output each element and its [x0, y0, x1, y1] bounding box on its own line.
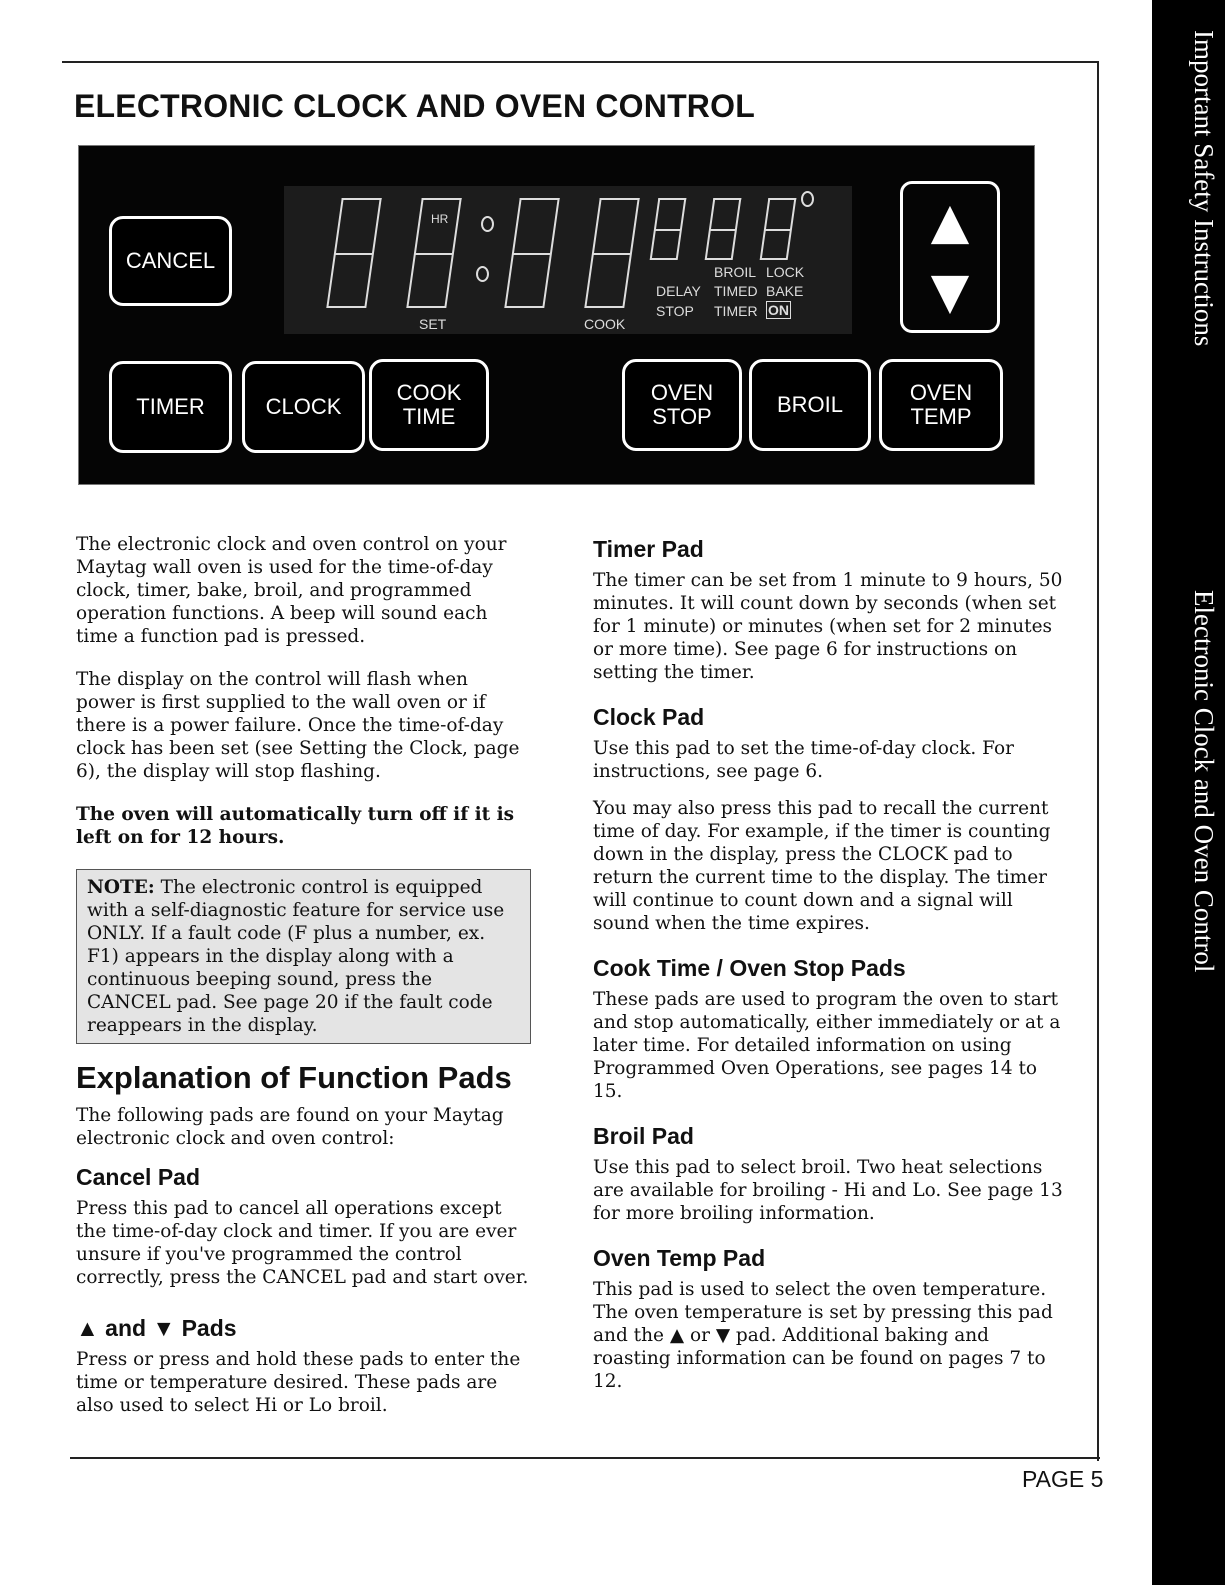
colon-dot [481, 216, 494, 232]
timer-pad: TIMER [109, 361, 232, 453]
clock-recall-text: You may also press this pad to recall the current time of day. For example, if the timer is counting down in the display, press the CLOCK pad to return the current time to the display. The timer will continue to count down and a signal will sound when the time expires. [593, 798, 1051, 934]
timer-pad-text: The timer can be set from 1 minute to 9 hours, 50 minutes. It will count down by seconds (when set for 1 minute) or minutes (when set for 2 minutes or more time). See page 6 for instructions on setting the timer. [593, 570, 1063, 683]
delay-label: DELAY [656, 283, 701, 299]
clock-pad-heading: Clock Pad [593, 704, 705, 730]
cook-time-pad: COOK TIME [369, 359, 489, 451]
small-digit [650, 198, 687, 260]
bottom-rule [70, 1457, 1100, 1459]
degree-symbol [801, 191, 814, 207]
hr-label: HR [431, 212, 449, 226]
small-digit [705, 198, 742, 260]
auto-off-warning: The oven will automatically turn off if it is left on for 12 hours. [76, 804, 515, 848]
down-arrow-icon: ▼ [930, 262, 970, 320]
sidebar-section-safety: Important Safety Instructions [1189, 30, 1219, 347]
bake-label: BAKE [766, 283, 804, 299]
cook-time-heading: Cook Time / Oven Stop Pads [593, 955, 906, 981]
oven-stop-pad: OVEN STOP [622, 359, 742, 451]
on-indicator: ON [768, 302, 789, 318]
control-panel-illustration [78, 145, 1035, 485]
clock-pad-text: Use this pad to set the time-of-day clock. For instructions, see page 6. [593, 738, 1014, 782]
oven-temp-heading: Oven Temp Pad [593, 1245, 766, 1271]
note-box [76, 869, 531, 1044]
stop-label: STOP [656, 303, 694, 319]
timed-label: TIMED [714, 283, 758, 299]
cancel-pad: CANCEL [109, 216, 232, 306]
display-flash-paragraph: The display on the control will flash when power is first supplied to the wall oven or if there is a power failure. Once the time-of-day clock has been set (see Setting the Clock, page 6), the display will stop flashing. [76, 669, 520, 782]
display [284, 186, 852, 334]
cook-time-text: These pads are used to program the oven to start and stop automatically, either immediately or at a later time. For detailed information on using Programmed Oven Operations, see pages 14 to 15. [593, 989, 1061, 1102]
set-label: SET [419, 316, 447, 332]
arrow-pads [900, 181, 1000, 333]
colon-dot [476, 266, 489, 282]
broil-label: BROIL [714, 264, 757, 280]
cancel-pad-text: Press this pad to cancel all operations except the time-of-day clock and timer. If you are ever unsure if you've programmed the control correctly, press the CANCEL pad and start over. [76, 1198, 529, 1288]
note-label: NOTE: [87, 877, 155, 898]
timer-label: TIMER [714, 303, 758, 319]
left-column [76, 533, 531, 1431]
cancel-pad-heading: Cancel Pad [76, 1164, 200, 1190]
cook-label: COOK [584, 316, 626, 332]
page-title: ELECTRONIC CLOCK AND OVEN CONTROL [74, 88, 755, 124]
lock-label: LOCK [766, 264, 805, 280]
section-heading: Explanation of Function Pads [76, 1060, 512, 1095]
up-arrow-icon: ▲ [930, 192, 970, 250]
arrow-pads-text: Press or press and hold these pads to enter the time or temperature desired. These pads are also used to select Hi or Lo broil. [76, 1349, 521, 1416]
arrow-pads-heading: ▲ and ▼ Pads [76, 1315, 237, 1341]
broil-pad-text: Use this pad to select broil. Two heat selections are available for broiling - Hi and Lo. See page 13 for more broiling information. [593, 1157, 1063, 1224]
broil-pad: BROIL [749, 359, 871, 451]
broil-pad-heading: Broil Pad [593, 1123, 694, 1149]
timer-pad-heading: Timer Pad [593, 536, 704, 562]
digit [504, 198, 559, 308]
digit [326, 198, 381, 308]
clock-pad: CLOCK [242, 361, 365, 453]
top-rule [62, 61, 1099, 63]
page-number: PAGE 5 [1022, 1466, 1104, 1492]
note-text: The electronic control is equipped with a self-diagnostic feature for service use ONLY. If a fault code (F plus a number, ex. F1) appears in the display along with a continuous beeping sound, press the CANCEL pad. See page 20 if the fault code reappears in the display. [87, 877, 505, 1036]
intro-paragraph: The electronic clock and oven control on your Maytag wall oven is used for the time-of-day clock, timer, bake, broil, and programmed operation functions. A beep will sound each time a function pad is pressed. [76, 534, 507, 647]
right-column [593, 530, 1063, 1407]
function-pads-intro: The following pads are found on your Maytag electronic clock and oven control: [76, 1105, 504, 1149]
sidebar-section-clock: Electronic Clock and Oven Control [1189, 590, 1219, 973]
oven-temp-pad: OVEN TEMP [879, 359, 1003, 451]
oven-temp-text: This pad is used to select the oven temperature. The oven temperature is set by pressing this pad and the ▲ or ▼ pad. Additional baking and roasting information can be found on pages 7 to 12. [593, 1279, 1053, 1392]
small-digit [760, 198, 797, 260]
right-rule [1097, 61, 1099, 1461]
digit [584, 198, 639, 308]
